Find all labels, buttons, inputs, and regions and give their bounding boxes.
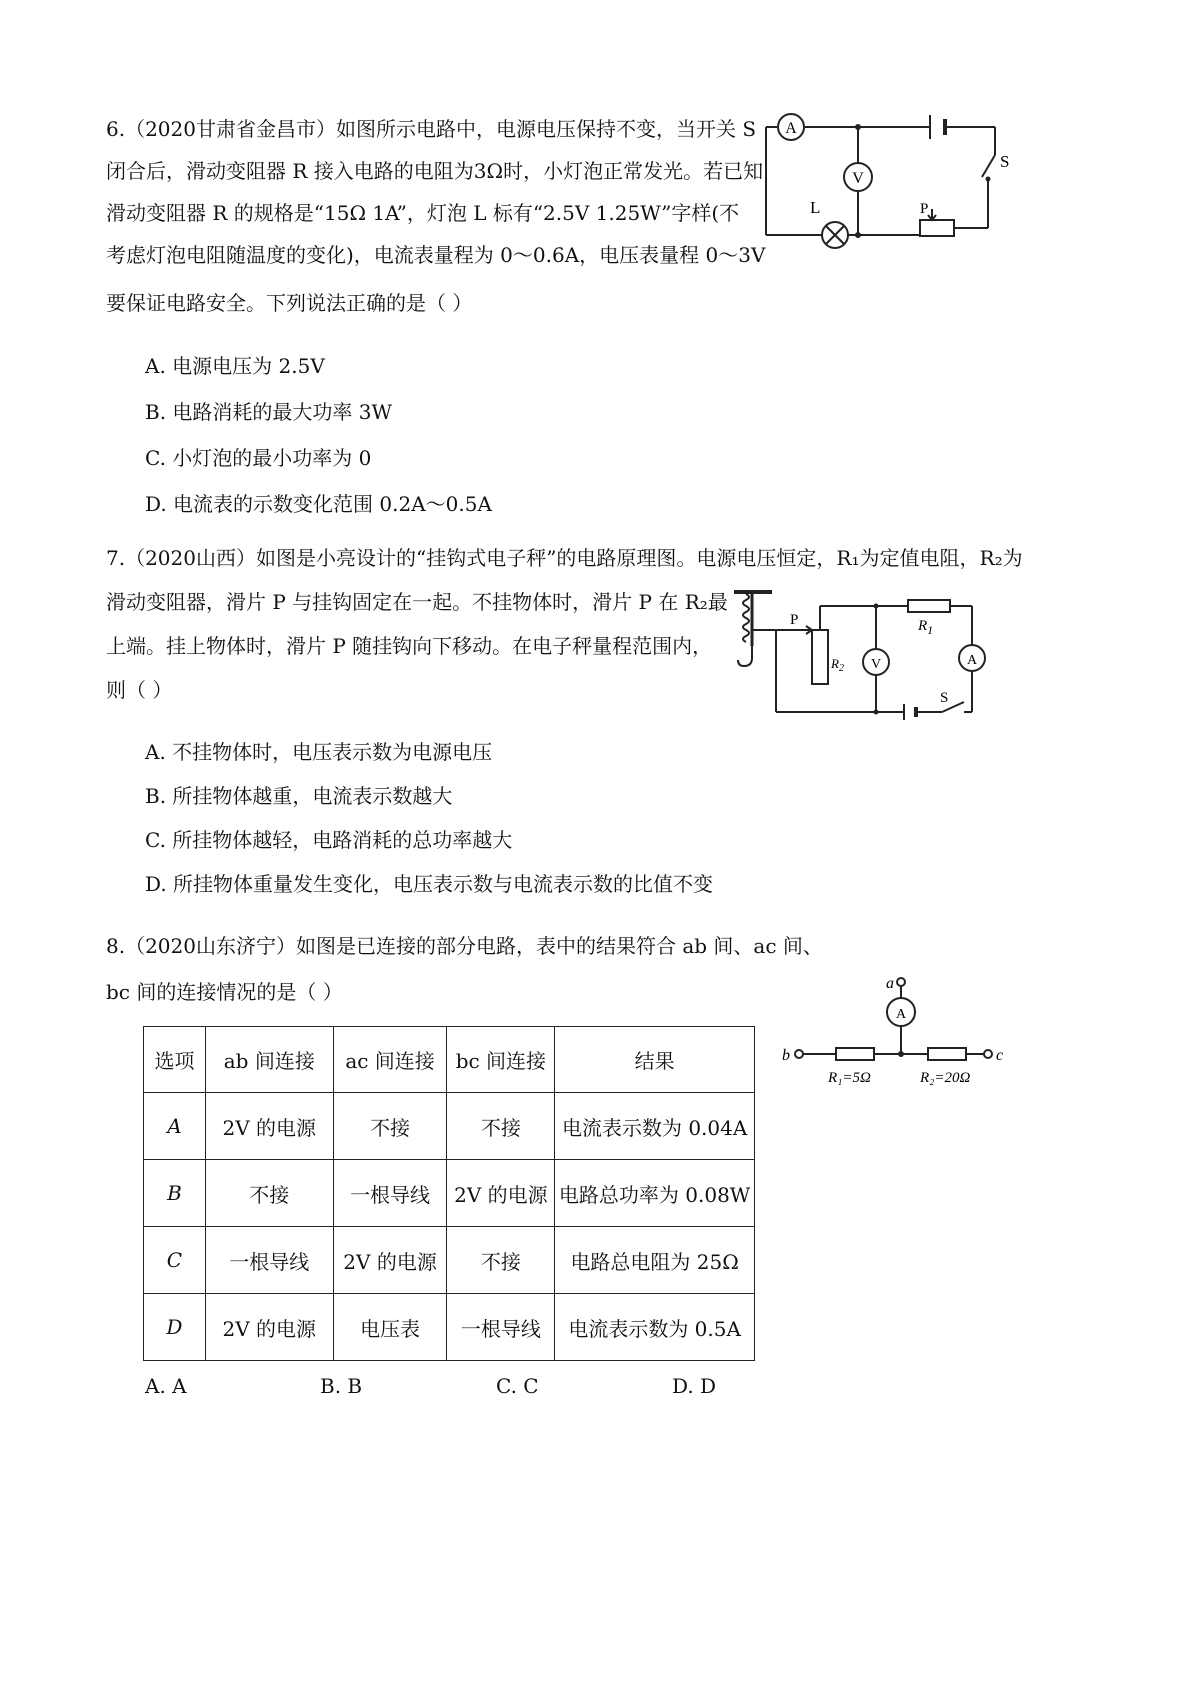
q6-option-c[interactable]: C. 小灯泡的最小功率为 0 [145,446,372,470]
ammeter-label: A [785,120,797,137]
table-cell: 电流表示数为 0.04A [555,1093,755,1160]
q8-answer-a[interactable]: A. A [145,1374,187,1398]
svg-text:R2 [830,656,844,674]
table-cell: 不接 [205,1160,333,1227]
q8-answer-d[interactable]: D. D [672,1374,717,1398]
q7-line-1: 7.（2020山西）如图是小亮设计的“挂钩式电子秤”的电路原理图。电源电压恒定，R₁为定值电阻，R₂为 [106,546,1023,570]
terminal-b-label: b [782,1047,790,1064]
table-cell: 一根导线 [205,1227,333,1294]
r2-label: R₂=20Ω [920,1070,971,1086]
header-cell: 选项 [144,1027,206,1093]
table-cell: 电压表 [333,1294,447,1361]
q8-line-1: 8.（2020山东济宁）如图是已连接的部分电路，表中的结果符合 ab 间、ac 间、 [106,934,823,958]
q8-answer-b[interactable]: B. B [320,1374,363,1398]
q6-option-d[interactable]: D. 电流表的示数变化范围 0.2A～0.5A [145,492,492,516]
table-cell: D [144,1294,206,1361]
q7-option-a[interactable]: A. 不挂物体时，电压表示数为电源电压 [145,740,493,764]
table-cell: C [144,1227,206,1294]
table-cell: 电流表示数为 0.5A [555,1294,755,1361]
q7-line-4: 则（ ） [106,678,173,702]
table-cell: 2V 的电源 [205,1093,333,1160]
header-cell: 结果 [555,1027,755,1093]
table-cell: 电路总电阻为 25Ω [555,1227,755,1294]
table-cell: 2V 的电源 [205,1294,333,1361]
table-cell: 2V 的电源 [333,1227,447,1294]
r2-label: R [831,656,839,671]
table-cell: B [144,1160,206,1227]
slider-label: P [920,201,929,217]
junction-dot [855,124,861,130]
q7-line-2: 滑动变阻器，滑片 P 与挂钩固定在一起。不挂物体时，滑片 P 在 R₂最 [106,590,728,614]
table-header-row [144,1027,755,1093]
voltmeter-label: V [870,657,882,672]
table-cell: 不接 [447,1227,555,1294]
header-cell: bc 间连接 [447,1027,555,1093]
table-cell: 一根导线 [333,1160,447,1227]
table-cell: 电路总功率为 0.08W [555,1160,755,1227]
header-cell: ab 间连接 [205,1027,333,1093]
voltmeter-label: V [852,170,864,187]
r1-label: R₁=5Ω [828,1070,871,1086]
table-row [144,1227,755,1294]
q6-line-1: 6.（2020甘肃省金昌市）如图所示电路中，电源电压保持不变，当开关 S [106,117,757,141]
header-cell: ac 间连接 [333,1027,447,1093]
q7-circuit-diagram [728,586,998,726]
r1-subscript: 1 [927,623,934,637]
q8-circuit-diagram [782,970,1012,1090]
svg-text:R1 [917,618,933,637]
lamp-label: L [810,198,821,217]
table-cell: 不接 [447,1093,555,1160]
table-cell: 不接 [333,1093,447,1160]
ammeter-label: A [966,653,978,668]
q7-line-3: 上端。挂上物体时，滑片 P 随挂钩向下移动。在电子秤量程范围内， [106,634,713,658]
q6-circuit-diagram [760,105,1020,255]
q8-answer-c[interactable]: C. C [496,1374,539,1398]
q7-option-b[interactable]: B. 所挂物体越重，电流表示数越大 [145,784,453,808]
switch-label: S [1000,152,1010,171]
ammeter-label: A [895,1007,907,1022]
q6-line-3: 滑动变阻器 R 的规格是“15Ω 1A”，灯泡 L 标有“2.5V 1.25W”字样(不 [106,201,740,225]
terminal-a-label: a [886,975,894,992]
table-cell: 2V 的电源 [447,1160,555,1227]
q7-option-c[interactable]: C. 所挂物体越轻，电路消耗的总功率越大 [145,828,513,852]
q7-option-d[interactable]: D. 所挂物体重量发生变化，电压表示数与电流表示数的比值不变 [145,872,714,896]
junction-dot [855,232,861,238]
q6-option-a[interactable]: A. 电源电压为 2.5V [145,354,325,378]
switch-label: S [940,690,949,706]
table-row [144,1093,755,1160]
q8-line-2: bc 间的连接情况的是（ ） [106,980,343,1004]
table-cell: 一根导线 [447,1294,555,1361]
q6-line-2: 闭合后，滑动变阻器 R 接入电路的电阻为3Ω时，小灯泡正常发光。若已知 [106,159,764,183]
slider-label: P [790,612,799,628]
table-row [144,1294,755,1361]
terminal-c-label: c [996,1047,1004,1064]
table-row [144,1160,755,1227]
r1-label: R [918,618,928,634]
r2-subscript: 2 [838,663,844,674]
q8-table [143,1026,755,1361]
q6-option-b[interactable]: B. 电路消耗的最大功率 3W [145,400,393,424]
q6-line-4: 考虑灯泡电阻随温度的变化)，电流表量程为 0～0.6A，电压表量程 0～3V [106,243,766,267]
q6-line-5: 要保证电路安全。下列说法正确的是（ ） [106,291,473,315]
table-cell: A [144,1093,206,1160]
